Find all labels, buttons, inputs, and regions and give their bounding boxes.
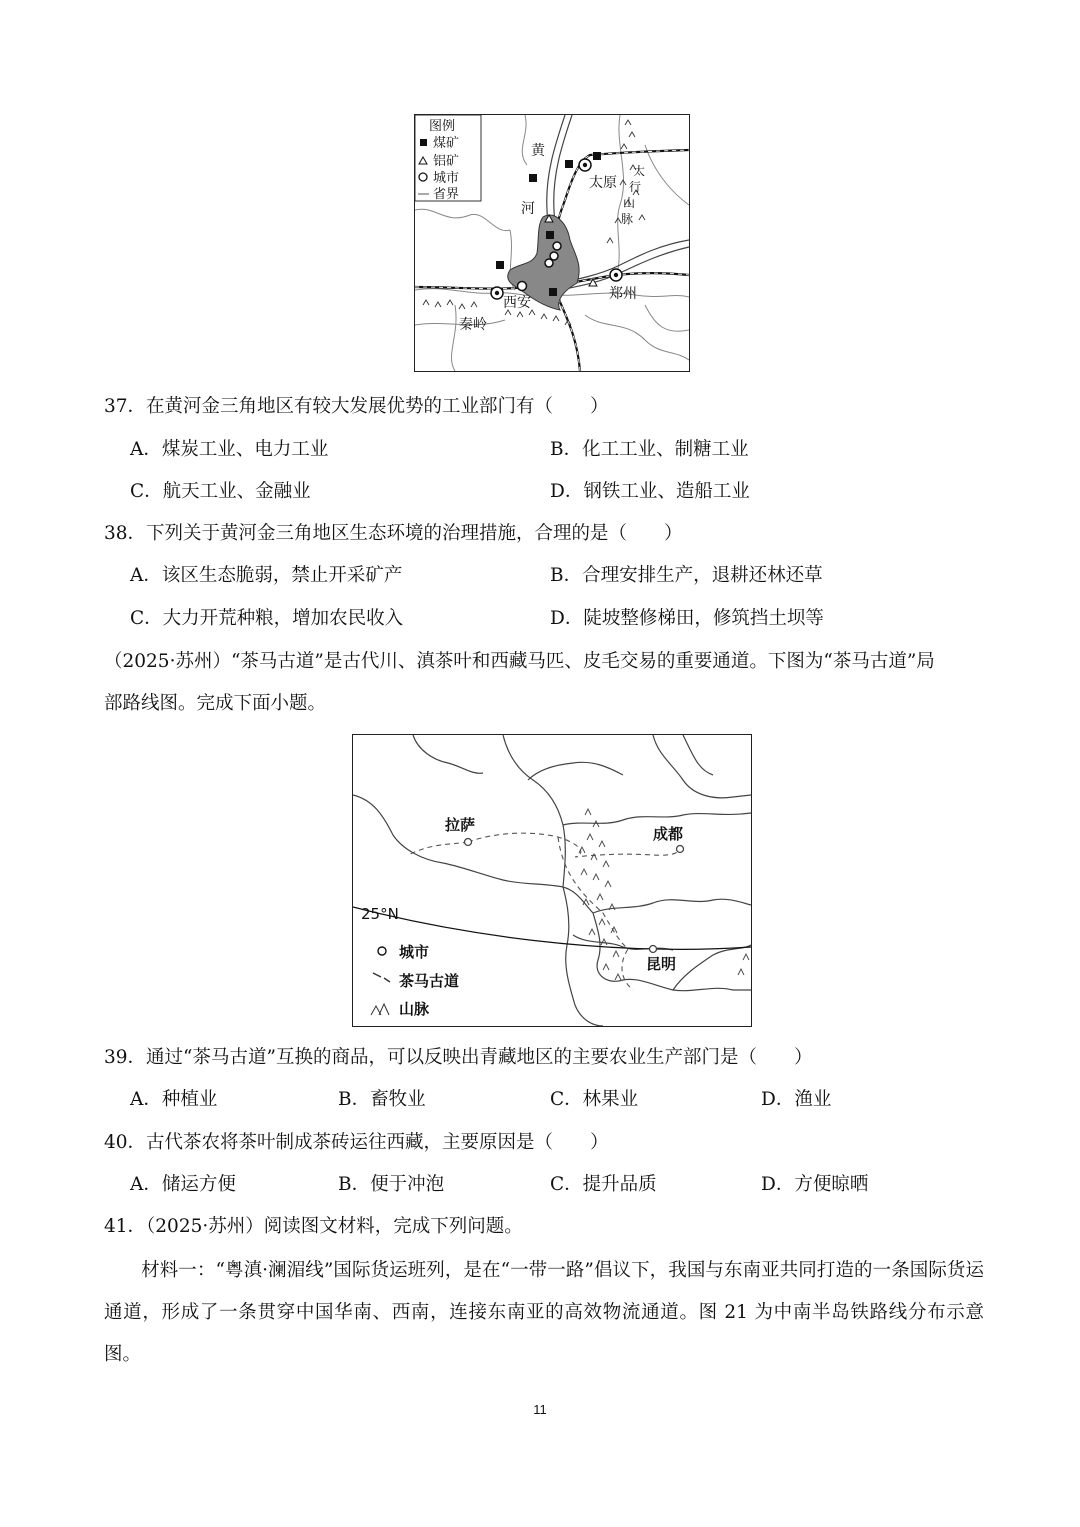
q39-option-a[interactable]: A．种植业 — [130, 1089, 218, 1110]
q38-option-d[interactable]: D．陡坡整修梯田，修筑挡土坝等 — [550, 608, 824, 629]
tea-horse-intro-line1: （2025·苏州）“茶马古道”是古代川、滇茶叶和西藏马匹、皮毛交易的重要通道。下图为“茶马古道”局 — [104, 651, 935, 672]
q37-option-a[interactable]: A．煤炭工业、电力工业 — [130, 439, 329, 460]
q37-stem: 37．在黄河金三角地区有较大发展优势的工业部门有（ ） — [104, 396, 609, 417]
xian-label: 西安 — [503, 295, 531, 311]
legend-boundary-label: 省界 — [433, 187, 460, 202]
tea-horse-road-map — [352, 734, 752, 1027]
q40-option-b[interactable]: B．便于冲泡 — [338, 1174, 445, 1195]
lasa-label: 拉萨 — [445, 816, 476, 834]
legend-city-label: 城市 — [433, 171, 460, 186]
page-number: 11 — [533, 1402, 547, 1417]
zhengzhou-city-marker — [610, 269, 622, 281]
legend-mountain: 山脉 — [399, 1000, 430, 1018]
q37-option-c[interactable]: C．航天工业、金融业 — [130, 481, 311, 502]
legend-tea-horse-road: 茶马古道 — [399, 972, 460, 990]
q40-stem: 40．古代茶农将茶叶制成茶砖运往西藏，主要原因是（ ） — [104, 1132, 609, 1153]
q38-option-a[interactable]: A．该区生态脆弱，禁止开采矿产 — [130, 565, 403, 586]
xian-city-marker — [491, 287, 503, 299]
chengdu-label: 成都 — [653, 825, 684, 843]
q40-option-d[interactable]: D．方便晾晒 — [761, 1174, 869, 1195]
taiyuan-city-marker — [579, 159, 591, 171]
q41-stem: 41．（2025·苏州）阅读图文材料，完成下列问题。 — [104, 1216, 523, 1237]
huang-label: 黄 — [531, 143, 545, 159]
q41-material-1: 材料一：“粤滇·澜湄线”国际货运班列，是在“一带一路”倡议下，我国与东南亚共同打造的一条国际货运通道，形成了一条贯穿中国华南、西南，连接东南亚的高效物流通道。图 21 为中南半岛铁路线分布示意图。 — [104, 1260, 984, 1365]
q38-option-c[interactable]: C．大力开荒种粮，增加农民收入 — [130, 608, 404, 629]
tea-horse-road-route — [408, 833, 680, 990]
zhengzhou-label: 郑州 — [609, 286, 637, 302]
chengdu-city-marker — [677, 846, 684, 853]
legend-aluminium-label: 铝矿 — [433, 154, 460, 169]
qinling-label: 秦岭 — [459, 317, 487, 333]
q40-option-c[interactable]: C．提升品质 — [550, 1174, 657, 1195]
legend-city: 城市 — [399, 943, 430, 961]
taiyuan-label: 太原 — [589, 175, 617, 191]
legend-coal-label: 煤矿 — [433, 136, 460, 151]
q38-stem: 38．下列关于黄河金三角地区生态环境的治理措施，合理的是（ ） — [104, 523, 683, 544]
he-label: 河 — [521, 201, 535, 217]
latitude-label: 25°N — [361, 905, 399, 923]
q39-option-d[interactable]: D．渔业 — [761, 1089, 832, 1110]
q39-option-b[interactable]: B．畜牧业 — [338, 1089, 426, 1110]
q37-option-b[interactable]: B．化工工业、制糖工业 — [550, 439, 749, 460]
q38-option-b[interactable]: B．合理安排生产，退耕还林还草 — [550, 565, 823, 586]
q40-option-a[interactable]: A．储运方便 — [130, 1174, 236, 1195]
q39-stem: 39．通过“茶马古道”互换的商品，可以反映出青藏地区的主要农业生产部门是（ ） — [104, 1047, 813, 1068]
taihang-char-3: 山 — [623, 196, 636, 210]
q39-option-c[interactable]: C．林果业 — [550, 1089, 639, 1110]
taihang-char-4: 脉 — [621, 212, 634, 226]
kunming-city-marker — [650, 946, 657, 953]
yellow-river-golden-triangle-map — [414, 114, 690, 372]
q37-option-d[interactable]: D．钢铁工业、造船工业 — [550, 481, 750, 502]
lasa-city-marker — [465, 839, 472, 846]
tea-horse-intro-line2: 部路线图。完成下面小题。 — [104, 693, 327, 714]
legend-title: 图例 — [429, 119, 456, 134]
kunming-label: 昆明 — [646, 955, 677, 973]
taihang-char-2: 行 — [629, 180, 642, 194]
taihang-char-1: 太 — [633, 164, 646, 178]
